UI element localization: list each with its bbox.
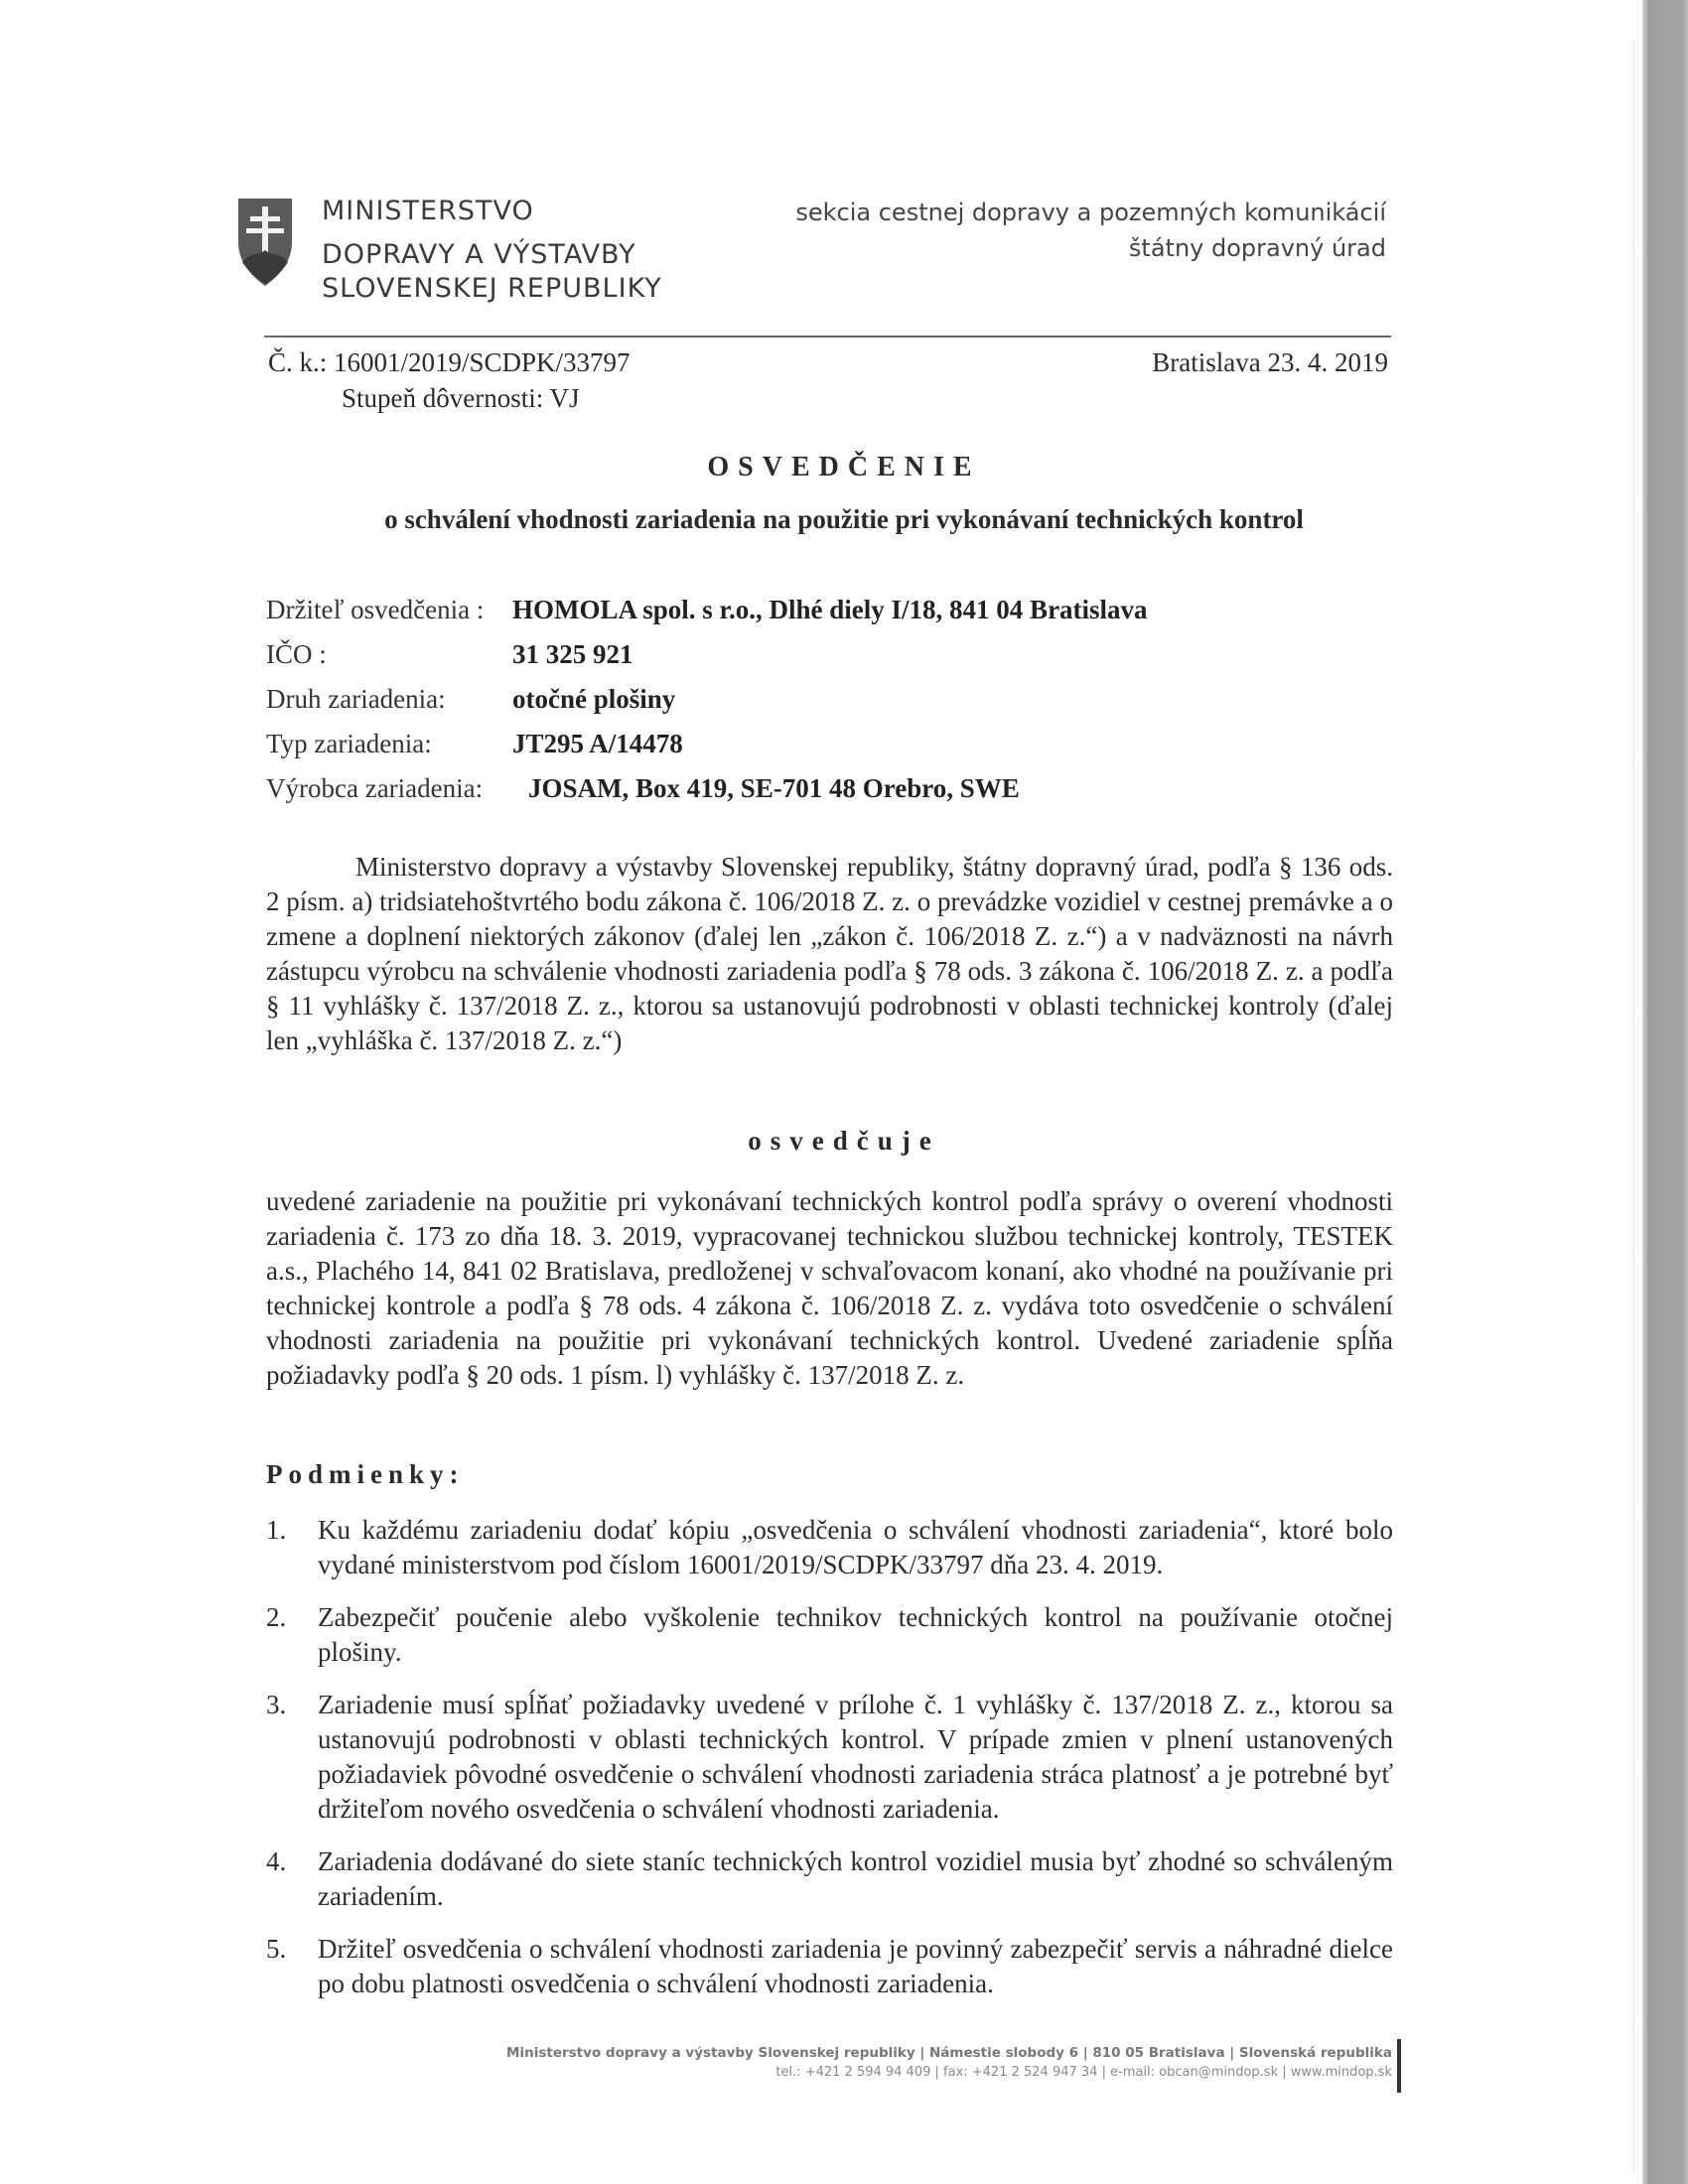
certificate-fields (266, 588, 1148, 811)
section-line-1: sekcia cestnej dopravy a pozemných komunikácií (795, 199, 1386, 226)
condition-number: 3. (266, 1690, 287, 1719)
ministry-name (322, 195, 662, 306)
condition-item (266, 1688, 1393, 1827)
conditions-list (266, 1513, 1393, 2019)
document-title: OSVEDČENIE (707, 452, 981, 482)
footer-contact: tel.: +421 2 594 94 409 | fax: +421 2 524 947 34 | e-mail: obcan@mindop.sk | www.mindop.sk (775, 2065, 1392, 2080)
condition-number: 5. (266, 1934, 287, 1964)
condition-text: Zabezpečiť poučenie alebo vyškolenie technikov technických kontrol na používanie otočnej plošiny. (318, 1602, 1393, 1667)
condition-text: Držiteľ osvedčenia o schválení vhodnosti zariadenia je povinný zabezpečiť servis a náhradné dielce po dobu platnosti osvedčenia o schválení vhodnosti zariadenia. (318, 1934, 1393, 1998)
field-ico (266, 632, 1148, 677)
condition-text: Ku každému zariadeniu dodať kópiu „osvedčenia o schválení vhodnosti zariadenia“, ktoré bolo vydané ministerstvom pod číslom 16001/2019/SCDPK/33797 dňa 23. 4. 2019. (318, 1515, 1393, 1579)
field-label: Druh zariadenia: (266, 684, 446, 714)
condition-item (266, 1932, 1393, 2001)
place-date: Bratislava 23. 4. 2019 (1152, 347, 1388, 377)
certifies-heading: osvedčuje (748, 1126, 940, 1156)
condition-item (266, 1600, 1393, 1670)
field-value: HOMOLA spol. s r.o., Dlhé diely I/18, 841 04 Bratislava (512, 595, 1148, 624)
confidentiality-level: Stupeň dôvernosti: VJ (342, 383, 580, 413)
footer-address: Ministerstvo dopravy a výstavby Slovenskej republiky | Námestie slobody 6 | 810 05 Bratislava | Slovenská republika (506, 2045, 1392, 2061)
section-line-2: štátny dopravný úrad (1128, 234, 1386, 262)
field-label: Výrobca zariadenia: (266, 773, 484, 803)
slovak-coat-of-arms-icon (236, 197, 294, 288)
ministry-line-1: MINISTERSTVO (322, 196, 534, 226)
field-value: JT295 A/14478 (512, 729, 683, 758)
condition-number: 1. (266, 1515, 287, 1545)
footer-bar (1397, 2039, 1401, 2093)
conditions-heading: Podmienky: (266, 1459, 465, 1489)
field-value: otočné plošiny (512, 684, 676, 714)
ministry-line-2: DOPRAVY A VÝSTAVBY (322, 239, 636, 270)
page-footer (506, 2043, 1392, 2083)
field-value: 31 325 921 (512, 639, 633, 669)
document-subtitle: o schválení vhodnosti zariadenia na použitie pri vykonávaní technických kontrol (384, 504, 1304, 534)
field-equipment-kind (266, 677, 1148, 722)
condition-item (266, 1844, 1393, 1914)
section-heading (795, 195, 1386, 266)
header-divider (264, 336, 1391, 338)
ministry-line-3: SLOVENSKEJ REPUBLIKY (322, 273, 662, 304)
field-holder (266, 588, 1148, 632)
condition-number: 2. (266, 1602, 287, 1632)
reference-number: Č. k.: 16001/2019/SCDPK/33797 (268, 347, 631, 377)
field-equipment-type (266, 722, 1148, 766)
condition-text: Zariadenia dodávané do siete staníc technických kontrol vozidiel musia byť zhodné so schváleným zariadením. (318, 1846, 1393, 1911)
certification-paragraph: uvedené zariadenie na použitie pri vykonávaní technických kontrol podľa správy o overení vhodnosti zariadenia č. 173 zo dňa 18. 3. 2019, vypracovanej technickou službou technickej kontroly, TESTEK a.s., Plachého 14, 841 02 Bratislava, predloženej v schvaľovacom konaní, ako vhodné na používanie pri technickej kontrole a podľa § 78 ods. 4 zákona č. 106/2018 Z. z. vydáva toto osvedčenie o schválení vhodnosti zariadenia na použitie pri vykonávaní technických kontrol. Uvedené zariadenie spĺňa požiadavky podľa § 20 ods. 1 písm. l) vyhlášky č. 137/2018 Z. z. (266, 1186, 1393, 1390)
field-manufacturer (266, 766, 1148, 811)
field-value: JOSAM, Box 419, SE-701 48 Orebro, SWE (528, 773, 1020, 803)
intro-paragraph: Ministerstvo dopravy a výstavby Slovenskej republiky, štátny dopravný úrad, podľa § 136 ods. 2 písm. a) tridsiatehoštvrtého bodu zákona č. 106/2018 Z. z. o prevádzke vozidiel v cestnej premávke a o zmene a doplnení niektorých zákonov (ďalej len „zákon č. 106/2018 Z. z.“) a v nadväznosti na návrh zástupcu výrobcu na schválenie vhodnosti zariadenia podľa § 78 ods. 3 zákona č. 106/2018 Z. z. a podľa § 11 vyhlášky č. 137/2018 Z. z., ktorou sa ustanovujú podrobnosti v oblasti technickej kontroly (ďalej len „vyhláška č. 137/2018 Z. z.“) (266, 852, 1393, 1055)
scan-edge-shadow (1642, 0, 1688, 2184)
field-label: Držiteľ osvedčenia : (266, 595, 485, 624)
condition-number: 4. (266, 1846, 287, 1876)
field-label: IČO : (266, 639, 327, 669)
field-label: Typ zariadenia: (266, 729, 432, 758)
condition-item (266, 1513, 1393, 1582)
scan-edge-line (1633, 40, 1634, 2174)
condition-text: Zariadenie musí spĺňať požiadavky uvedené v prílohe č. 1 vyhlášky č. 137/2018 Z. z., ktorou sa ustanovujú podrobnosti v oblasti technických kontrol. V prípade zmien v plnení ustanovených požiadaviek pôvodné osvedčenie o schválení vhodnosti zariadenia stráca platnosť a je potrebné byť držiteľom nového osvedčenia o schválení vhodnosti zariadenia. (318, 1690, 1393, 1824)
